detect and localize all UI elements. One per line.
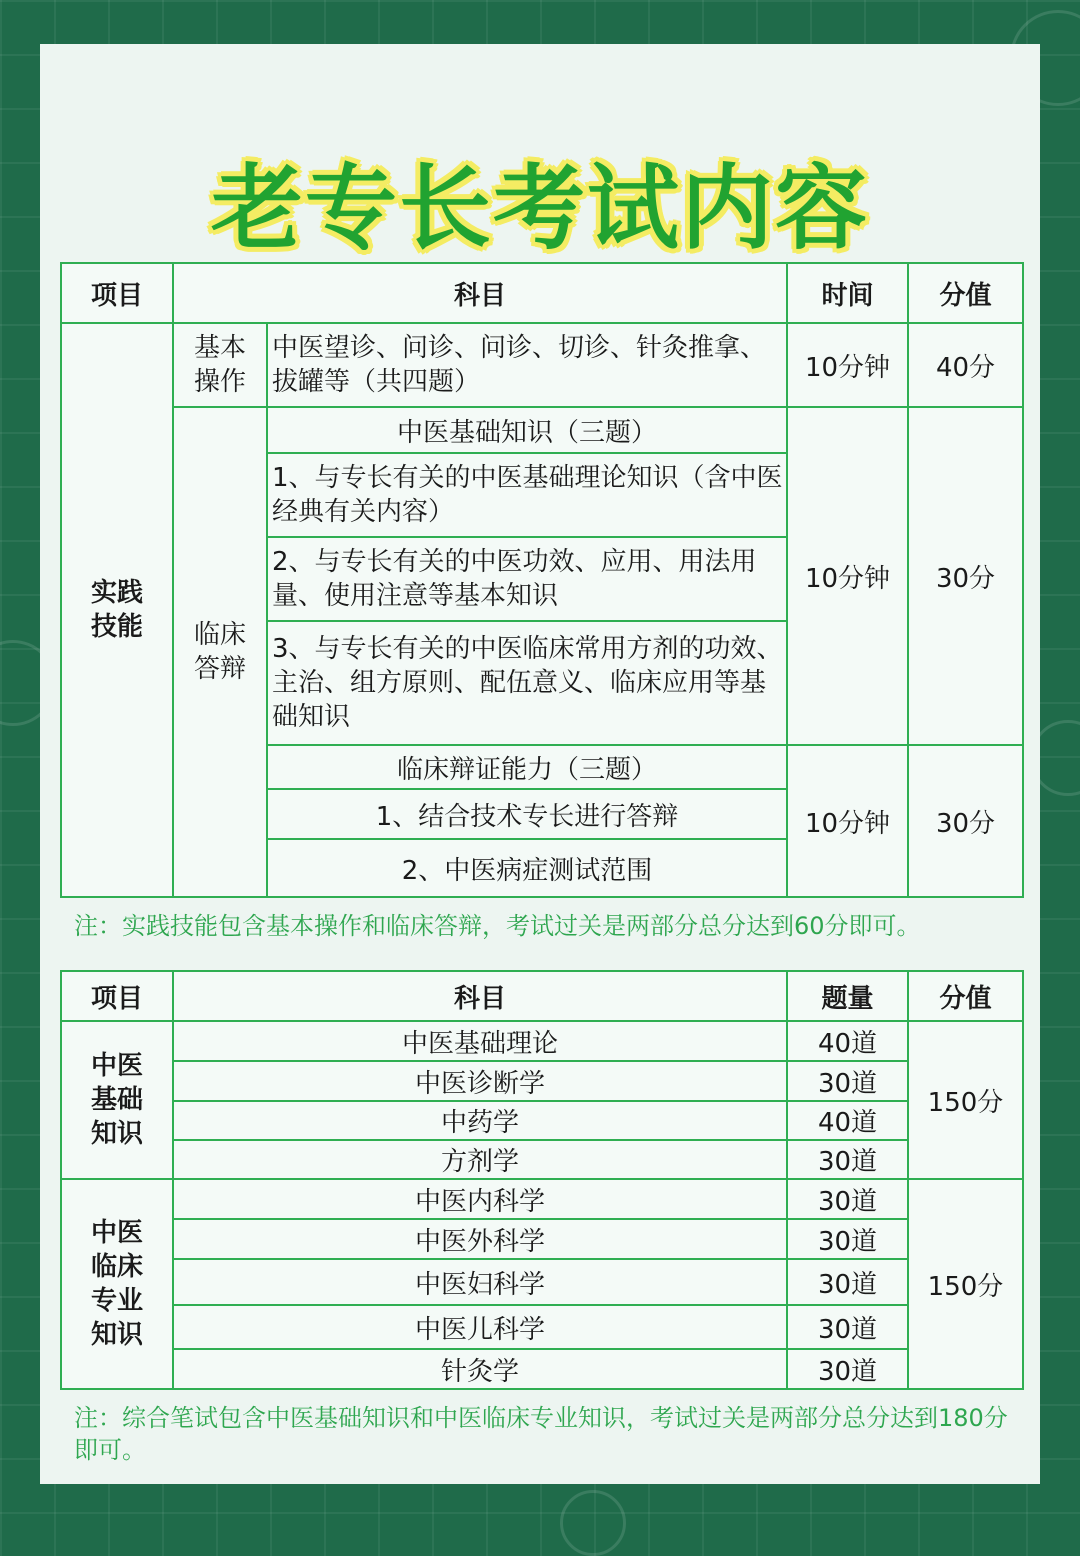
subject-cell: 中医内科学: [173, 1179, 787, 1219]
subject-cell: 中药学: [173, 1101, 787, 1140]
header-time: 时间: [787, 263, 908, 323]
table-row: [61, 1061, 1023, 1101]
table-row: [61, 1101, 1023, 1140]
count-cell: 30道: [787, 1179, 908, 1219]
tcm-basic-knowledge-item-2: 2、与专长有关的中医功效、应用、用法用量、使用注意等基本知识: [267, 537, 787, 621]
header-score: 分值: [908, 263, 1023, 323]
table-row: [61, 1305, 1023, 1349]
subject-cell: 方剂学: [173, 1140, 787, 1179]
category-practical-skills: 实践 技能: [61, 323, 173, 897]
basic-operation-label: 基本 操作: [173, 323, 267, 407]
clinical-reasoning-item-2: 2、中医病症测试范围: [267, 839, 787, 897]
table-header-row: [61, 971, 1023, 1021]
score-cell: 150分: [908, 1021, 1023, 1179]
header-item: 项目: [61, 263, 173, 323]
practical-skills-note: 注：实践技能包含基本操作和临床答辩，考试过关是两部分总分达到60分即可。: [74, 912, 921, 940]
clinical-reasoning-time: 10分钟: [787, 745, 908, 897]
clinical-reasoning-heading: 临床辩证能力（三题）: [267, 745, 787, 789]
subject-cell: 中医诊断学: [173, 1061, 787, 1101]
count-cell: 30道: [787, 1061, 908, 1101]
basic-operation-content: 中医望诊、问诊、问诊、切诊、针灸推拿、拔罐等（共四题）: [267, 323, 787, 407]
tcm-basic-knowledge-item-3: 3、与专长有关的中医临床常用方剂的功效、主治、组方原则、配伍意义、临床应用等基础知识: [267, 621, 787, 745]
header-subject: 科目: [173, 971, 787, 1021]
count-cell: 30道: [787, 1305, 908, 1349]
subject-cell: 中医基础理论: [173, 1021, 787, 1061]
table-row: [61, 1219, 1023, 1259]
table-row: [61, 1021, 1023, 1061]
clinical-reasoning-score: 30分: [908, 745, 1023, 897]
subject-cell: 中医妇科学: [173, 1259, 787, 1305]
count-cell: 30道: [787, 1349, 908, 1389]
table-header-row: [61, 263, 1023, 323]
clinical-defense-label: 临床 答辩: [173, 407, 267, 897]
content-card: [40, 44, 1040, 1484]
tcm-basic-knowledge-heading: 中医基础知识（三题）: [267, 407, 787, 453]
written-exam-table: [60, 970, 1024, 1390]
header-item: 项目: [61, 971, 173, 1021]
page-title: 老专长考试内容: [210, 155, 869, 262]
basic-operation-score: 40分: [908, 323, 1023, 407]
tcm-basic-knowledge-time: 10分钟: [787, 407, 908, 745]
tcm-basic-knowledge-item-1: 1、与专长有关的中医基础理论知识（含中医经典有关内容）: [267, 453, 787, 537]
table-row: [61, 407, 1023, 453]
subject-cell: 中医儿科学: [173, 1305, 787, 1349]
table-row: [61, 1349, 1023, 1389]
count-cell: 40道: [787, 1101, 908, 1140]
subject-cell: 中医外科学: [173, 1219, 787, 1259]
clinical-reasoning-item-1: 1、结合技术专长进行答辩: [267, 789, 787, 839]
basic-operation-time: 10分钟: [787, 323, 908, 407]
table-row: [61, 1259, 1023, 1305]
count-cell: 30道: [787, 1219, 908, 1259]
category-tcm-basic: 中医 基础 知识: [61, 1021, 173, 1179]
count-cell: 30道: [787, 1140, 908, 1179]
score-cell: 150分: [908, 1179, 1023, 1389]
table-row: [61, 323, 1023, 407]
category-tcm-clinical: 中医 临床 专业 知识: [61, 1179, 173, 1389]
header-score: 分值: [908, 971, 1023, 1021]
practical-skills-table: [60, 262, 1024, 898]
count-cell: 30道: [787, 1259, 908, 1305]
table-row: [61, 1179, 1023, 1219]
header-subject: 科目: [173, 263, 787, 323]
header-count: 题量: [787, 971, 908, 1021]
tcm-basic-knowledge-score: 30分: [908, 407, 1023, 745]
count-cell: 40道: [787, 1021, 908, 1061]
table-row: [61, 1140, 1023, 1179]
background-doodle-circle: [560, 1490, 626, 1556]
written-exam-note: 注：综合笔试包含中医基础知识和中医临床专业知识，考试过关是两部分总分达到180分即可。: [74, 1404, 1008, 1464]
subject-cell: 针灸学: [173, 1349, 787, 1389]
